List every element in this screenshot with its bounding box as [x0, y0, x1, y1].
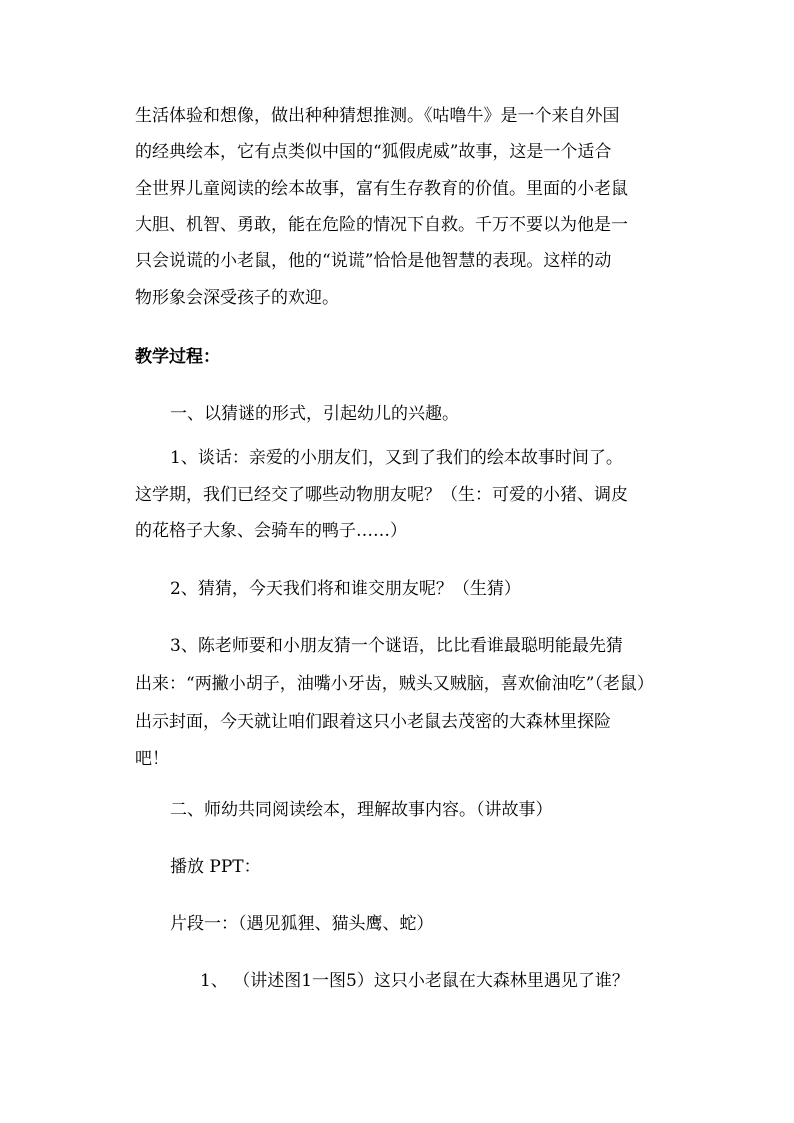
- intro-line-6: 物形象会深受孩子的欢迎。: [135, 288, 339, 308]
- section2-title: 二、师幼共同阅读绘本，理解故事内容。（讲故事）: [170, 800, 553, 820]
- section2-fragment1: 片段一：（遇见狐狸、猫头鹰、蛇）: [170, 914, 434, 934]
- section2-question1: 1、 （讲述图1一图5）这只小老鼠在大森林里遇见了谁？: [200, 971, 629, 991]
- section1-title: 一、以猜谜的形式，引起幼儿的兴趣。: [170, 404, 459, 424]
- section1-item1-line-3: 的花格子大象、会骑车的鸭子……）: [135, 521, 407, 541]
- section1-item2: 2、猜猜，今天我们将和谁交朋友呢？（生猜）: [170, 579, 521, 599]
- section2-ppt: 播放 PPT：: [170, 857, 261, 877]
- section1-item3-line-2: 出来：“两撇小胡子，油嘴小牙齿，贼头又贼脑，喜欢偷油吃”（老鼠）: [135, 674, 654, 694]
- process-heading: 教学过程：: [135, 347, 220, 367]
- section1-item3-line-4: 吧！: [135, 749, 169, 769]
- section1-item3-line-1: 3、陈老师要和小朋友猜一个谜语，比比看谁最聪明能最先猜: [170, 636, 623, 656]
- intro-line-5: 只会说谎的小老鼠，他的“说谎”恰恰是他智慧的表现。这样的动: [135, 251, 612, 271]
- intro-line-1: 生活体验和想像，做出种种猜想推测。《咕噜牛》是一个来自外国: [135, 106, 620, 126]
- intro-line-3: 全世界儿童阅读的绘本故事，富有生存教育的价值。里面的小老鼠: [135, 179, 628, 199]
- section1-item3-line-3: 出示封面，今天就让咱们跟着这只小老鼠去茂密的大森林里探险: [135, 712, 611, 732]
- section1-item1-line-2: 这学期，我们已经交了哪些动物朋友呢？（生：可爱的小猪、调皮: [135, 485, 628, 505]
- intro-line-4: 大胆、机智、勇敢，能在危险的情况下自救。千万不要以为他是一: [135, 215, 628, 235]
- intro-line-2: 的经典绘本，它有点类似中国的“狐假虎威”故事，这是一个适合: [135, 142, 612, 162]
- section1-item1-line-1: 1、谈话：亲爱的小朋友们，又到了我们的绘本故事时间了。: [170, 448, 623, 468]
